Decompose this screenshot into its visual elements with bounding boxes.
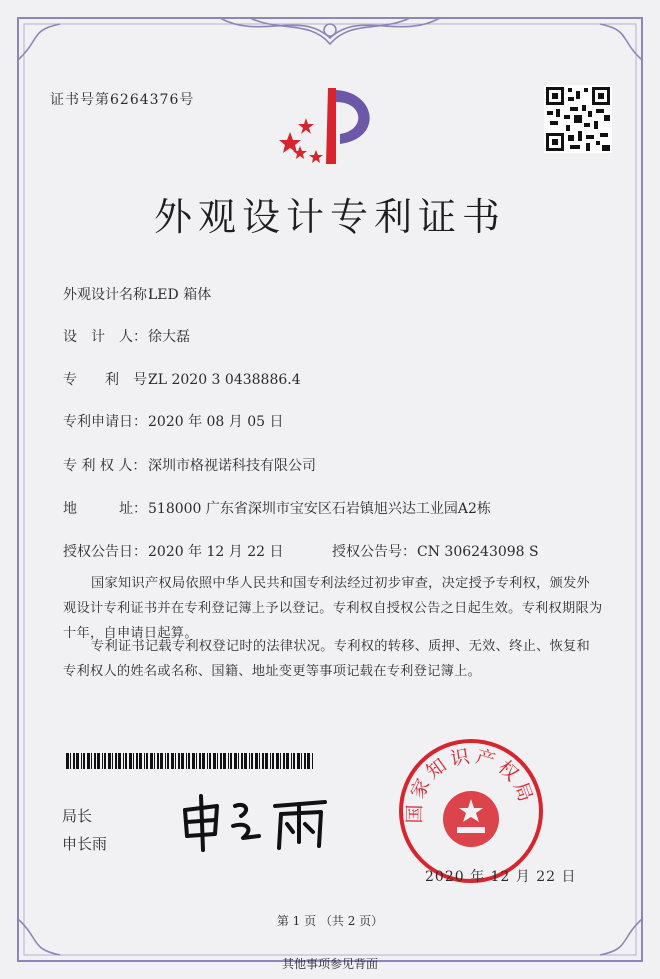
- design-name-field: [63, 284, 211, 304]
- back-note: 其他事项参见背面: [281, 957, 378, 971]
- page-info: 第 1 页 （共 2 页）: [276, 914, 384, 928]
- seal-date: 2020 年 12 月 22 日: [425, 869, 577, 885]
- cnipa-logo-icon: [276, 80, 386, 170]
- certificate-title: 外观设计专利证书: [153, 195, 506, 239]
- patent-no-value: ZL 2020 3 0438886.4: [148, 372, 301, 388]
- qr-code-icon: [544, 85, 612, 153]
- legal-status-paragraph-text: 专利证书记载专利权登记时的法律状况。专利权的转移、质押、无效、终止、恢复和专利权人的姓名或名称、国籍、地址变更等事项记载在专利登记簿上。: [63, 639, 591, 679]
- filing-date-value: 2020 年 08 月 05 日: [148, 414, 284, 430]
- address-label: 地 址：: [63, 501, 147, 517]
- patentee-label: 专 利 权 人：: [63, 458, 147, 474]
- director-title: 局长: [62, 807, 93, 825]
- grant-no-label: 授权公告号：: [332, 544, 416, 560]
- address-value: 518000 广东省深圳市宝安区石岩镇旭兴达工业园A2栋: [148, 501, 491, 517]
- grant-no-field: [332, 541, 539, 561]
- designer-value: 徐大磊: [148, 329, 190, 345]
- grant-no-value: CN 306243098 S: [417, 544, 539, 560]
- design-name-value: LED 箱体: [148, 287, 212, 303]
- director-signature-icon: [175, 792, 345, 852]
- legal-status-paragraph: [63, 634, 603, 684]
- address-field: [63, 498, 491, 518]
- designer-field: [63, 326, 190, 346]
- director-name: 申长雨: [62, 835, 108, 853]
- barcode-icon: [66, 753, 316, 769]
- official-seal-icon: [397, 737, 545, 885]
- patentee-field: [63, 455, 316, 475]
- designer-label: 设 计 人：: [63, 329, 147, 345]
- grant-date-field: [63, 541, 284, 561]
- grant-date-label: 授权公告日：: [63, 544, 147, 560]
- patent-no-field: [63, 369, 301, 389]
- patent-no-label: 专 利 号：: [63, 372, 161, 388]
- seal-text: 国家知识产权局: [403, 745, 538, 824]
- grant-paragraph-text: 国家知识产权局依照中华人民共和国专利法经过初步审查，决定授予专利权，颁发外观设计专利证书并在专利登记簿上予以登记。专利权自授权公告之日起生效。专利权期限为十年，自申请日起算。: [63, 576, 603, 641]
- design-name-label: 外观设计名称：: [63, 287, 161, 303]
- filing-date-label: 专利申请日：: [63, 414, 147, 430]
- certificate-number: 证书号第6264376号: [50, 92, 195, 108]
- filing-date-field: [63, 411, 284, 431]
- patentee-value: 深圳市格视诺科技有限公司: [148, 458, 316, 474]
- grant-date-value: 2020 年 12 月 22 日: [148, 544, 284, 560]
